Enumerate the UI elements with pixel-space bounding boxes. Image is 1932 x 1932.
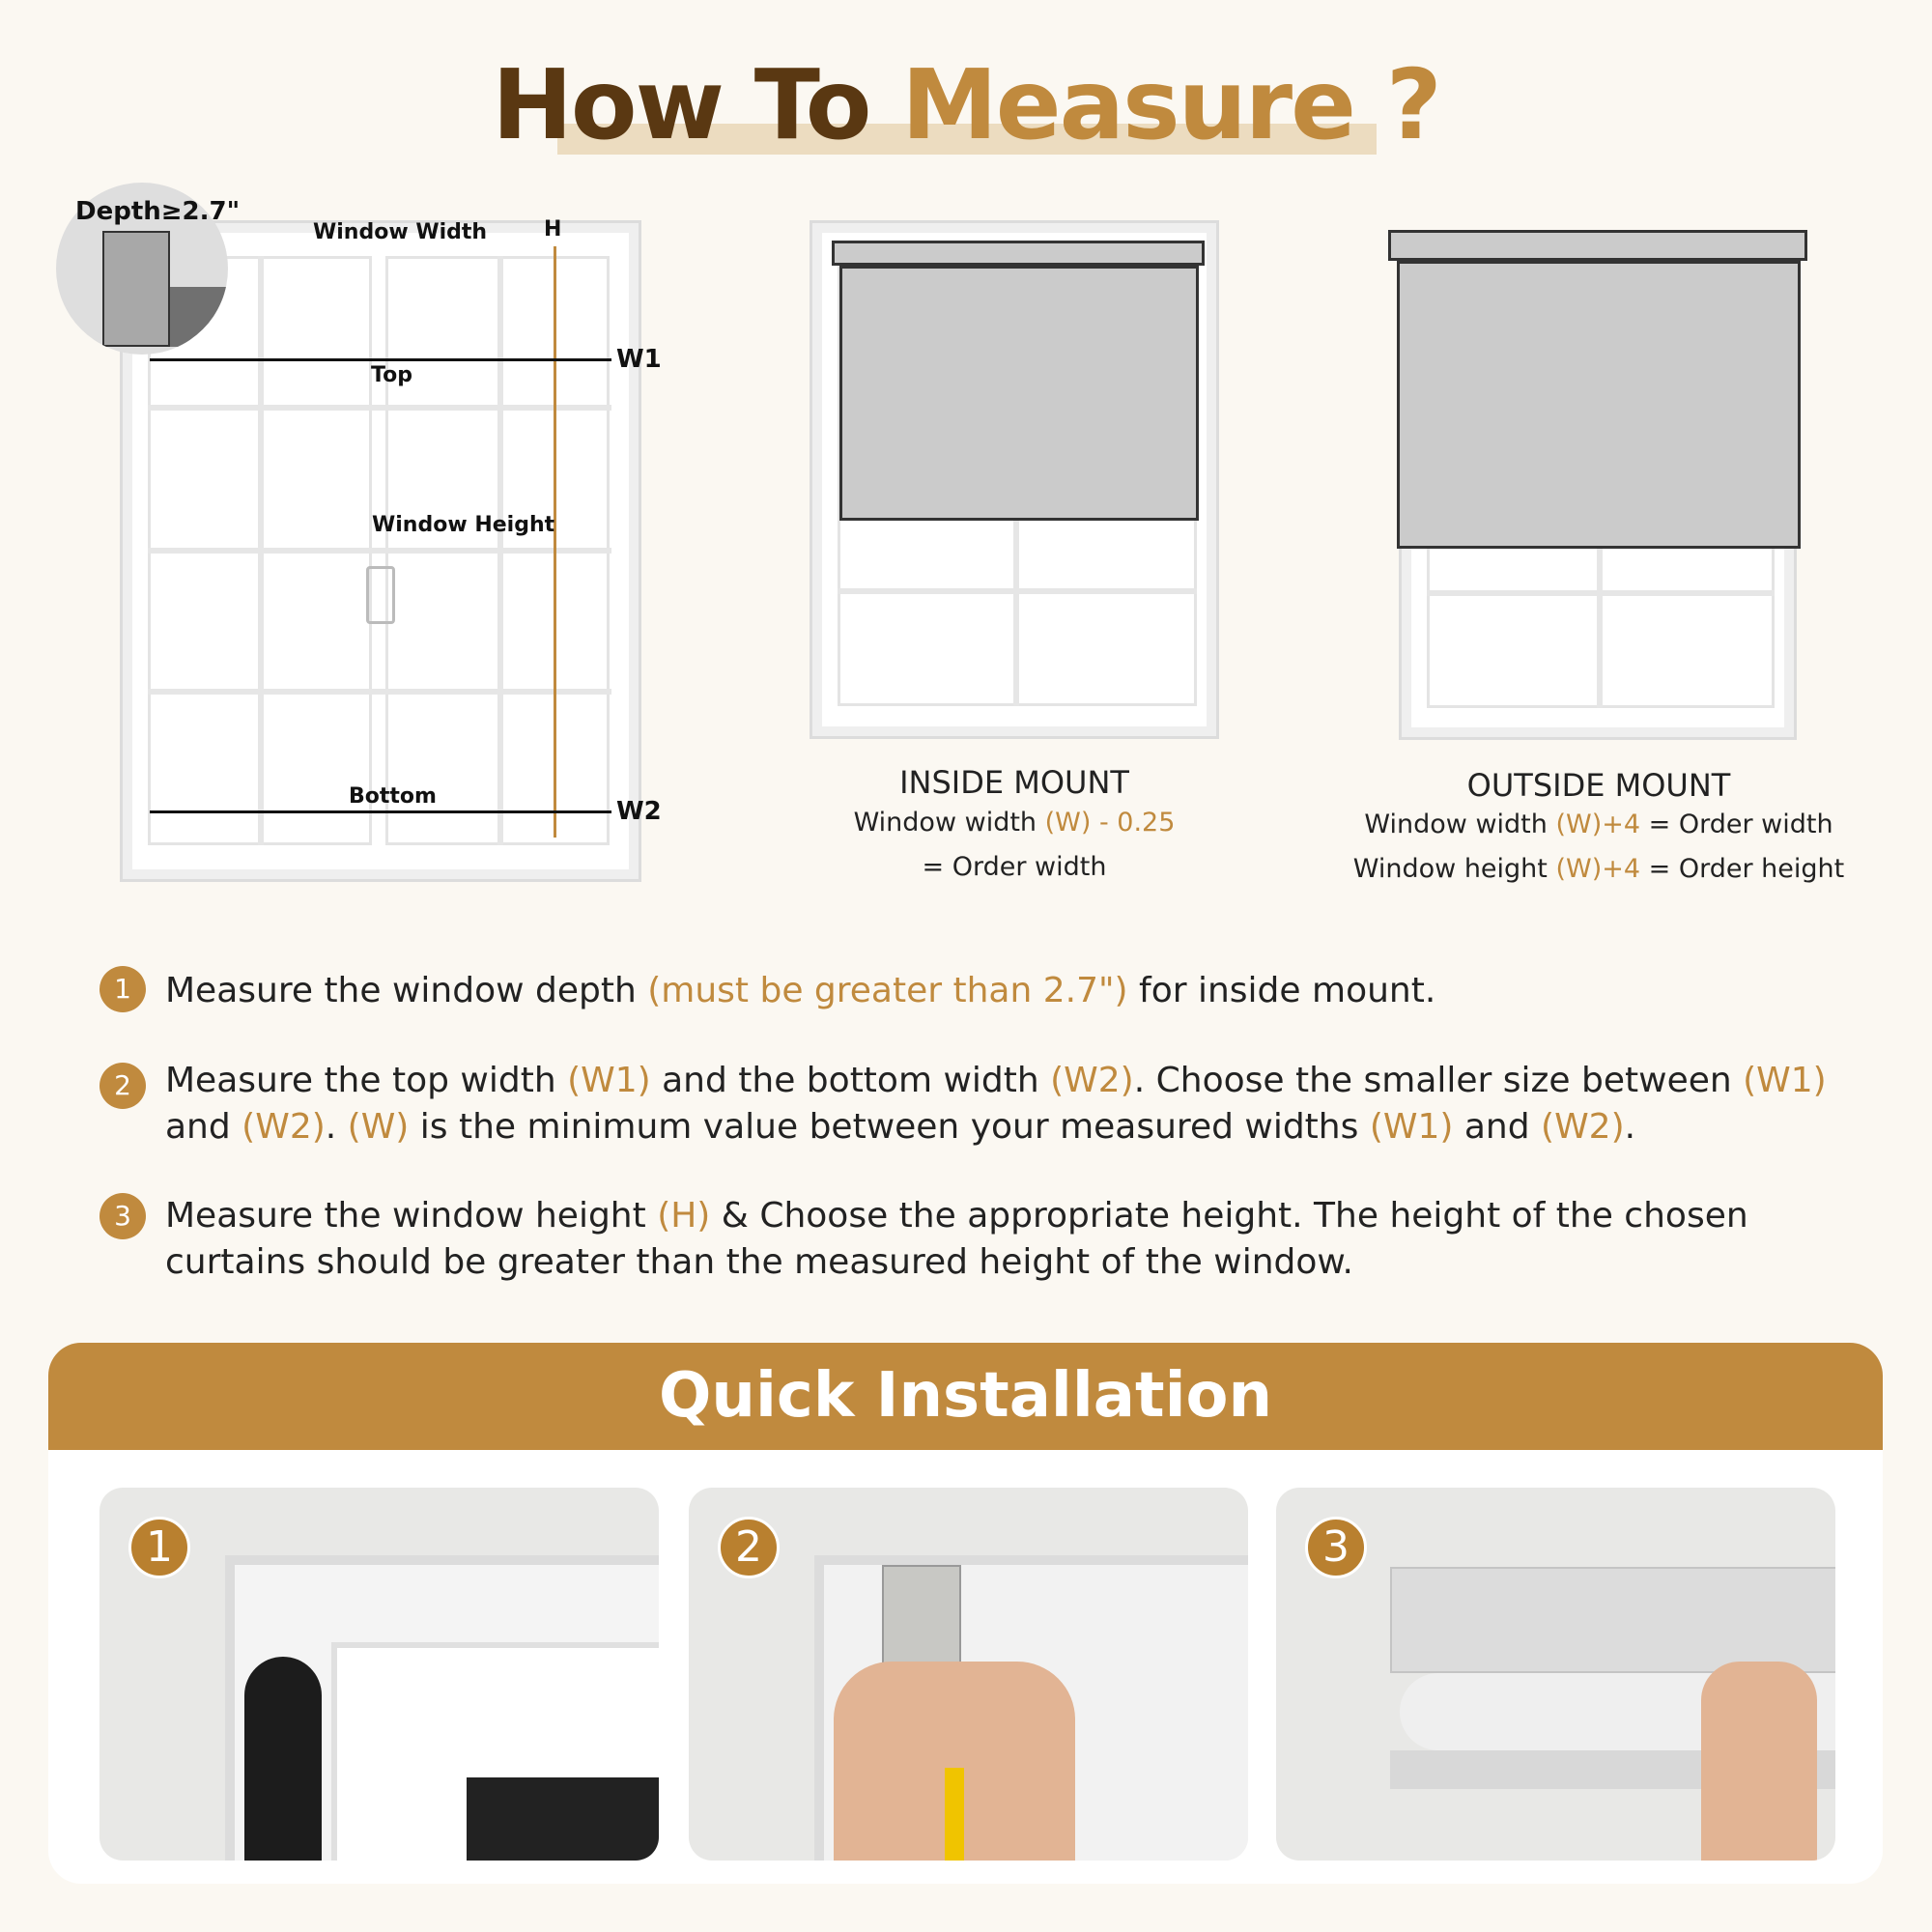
text-segment: (W2): [242, 1107, 326, 1147]
install-photo-drill: [99, 1488, 659, 1861]
text-segment: Measure the window depth: [165, 971, 648, 1010]
text-segment: Measure ?: [901, 48, 1440, 161]
text-segment: and: [165, 1107, 242, 1147]
inside-shade-cassette: [832, 241, 1205, 266]
text-segment: (W2): [1050, 1061, 1134, 1100]
text-segment: (W): [347, 1107, 410, 1147]
step-badge: 3: [1305, 1517, 1367, 1578]
bottom-label: Bottom: [349, 784, 437, 809]
top-width-arrow: [150, 358, 611, 361]
text-segment: is the minimum value between your measured widths: [409, 1107, 1370, 1147]
decor-shape: [497, 256, 503, 845]
text-segment: Measure the window height: [165, 1196, 658, 1236]
step-number: 2: [99, 1063, 146, 1109]
text-segment: = Order height: [1640, 854, 1845, 884]
text-segment: and: [1453, 1107, 1542, 1147]
decor-shape: [838, 588, 1197, 594]
text-segment: (H): [657, 1196, 711, 1236]
w1-label: W1: [616, 345, 662, 374]
decor-shape: [148, 548, 611, 554]
text-segment: .: [325, 1107, 348, 1147]
text-segment: Measure the top width: [165, 1061, 568, 1100]
decor-shape: [467, 1777, 659, 1861]
step-number: 1: [99, 966, 146, 1012]
text-segment: (must be greater than 2.7"): [647, 971, 1128, 1010]
decor-shape: [1701, 1662, 1817, 1861]
decor-shape: [882, 1565, 961, 1671]
text-segment: & Choose the appropriate height. The height of the chosen curtains should be greater than the measured height of the window.: [165, 1196, 1748, 1282]
h-label: H: [544, 217, 562, 242]
w2-label: W2: [616, 797, 662, 826]
decor-shape: [148, 689, 611, 695]
text-segment: Window width: [853, 808, 1045, 838]
text-segment: .: [1624, 1107, 1636, 1147]
text-segment: . Choose the smaller size between: [1133, 1061, 1744, 1100]
page-title: [0, 48, 1932, 161]
step-badge: 2: [718, 1517, 780, 1578]
text-segment: (W)+4: [1555, 854, 1641, 884]
step-1-text: [165, 968, 1865, 1014]
text-segment: (W1): [567, 1061, 651, 1100]
text-segment: = Order width: [1640, 810, 1833, 839]
step-3-text: [165, 1193, 1865, 1286]
decor-shape: [148, 405, 611, 411]
install-photo-mount: [1276, 1488, 1835, 1861]
outside-mount-width-formula: [1333, 810, 1864, 839]
text-segment: and the bottom width: [650, 1061, 1051, 1100]
inside-mount-window: [810, 220, 1219, 739]
text-segment: (W1): [1369, 1107, 1454, 1147]
bottom-width-arrow: [150, 810, 611, 813]
text-segment: How To: [492, 48, 902, 161]
inside-mount-result: = Order width: [922, 852, 1107, 882]
text-segment: (W)+4: [1555, 810, 1641, 839]
outside-shade-cassette: [1388, 230, 1807, 261]
outside-mount-height-formula: [1333, 854, 1864, 884]
top-label: Top: [371, 363, 412, 387]
decor-shape: [102, 231, 170, 347]
height-arrow: [554, 246, 556, 838]
text-segment: for inside mount.: [1127, 971, 1436, 1010]
step-badge: 1: [128, 1517, 190, 1578]
window-height-label: Window Height: [372, 513, 555, 537]
inside-mount-title: INSIDE MOUNT: [899, 764, 1129, 801]
inside-mount-formula: [802, 808, 1227, 838]
outside-shade: [1397, 261, 1801, 549]
decor-shape: [1390, 1567, 1835, 1673]
step-number: 3: [99, 1193, 146, 1239]
decor-shape: [945, 1768, 964, 1861]
depth-label: Depth≥2.7": [75, 197, 241, 226]
drill: [244, 1657, 322, 1861]
door-handle: [366, 566, 395, 624]
decor-shape: [1427, 590, 1775, 596]
decor-shape: [170, 287, 228, 347]
text-segment: Window width: [1364, 810, 1556, 839]
text-segment: (W2): [1541, 1107, 1625, 1147]
text-segment: Window height: [1352, 854, 1556, 884]
window-width-label: Window Width: [313, 220, 488, 244]
step-2-text: [165, 1058, 1865, 1151]
outside-mount-title: OUTSIDE MOUNT: [1466, 767, 1731, 804]
text-segment: (W1): [1743, 1061, 1827, 1100]
quick-installation-title: Quick Installation: [48, 1343, 1883, 1450]
text-segment: (W) - 0.25: [1044, 808, 1176, 838]
install-photo-bracket: [689, 1488, 1248, 1861]
inside-shade: [839, 266, 1199, 521]
decor-shape: [258, 256, 264, 845]
